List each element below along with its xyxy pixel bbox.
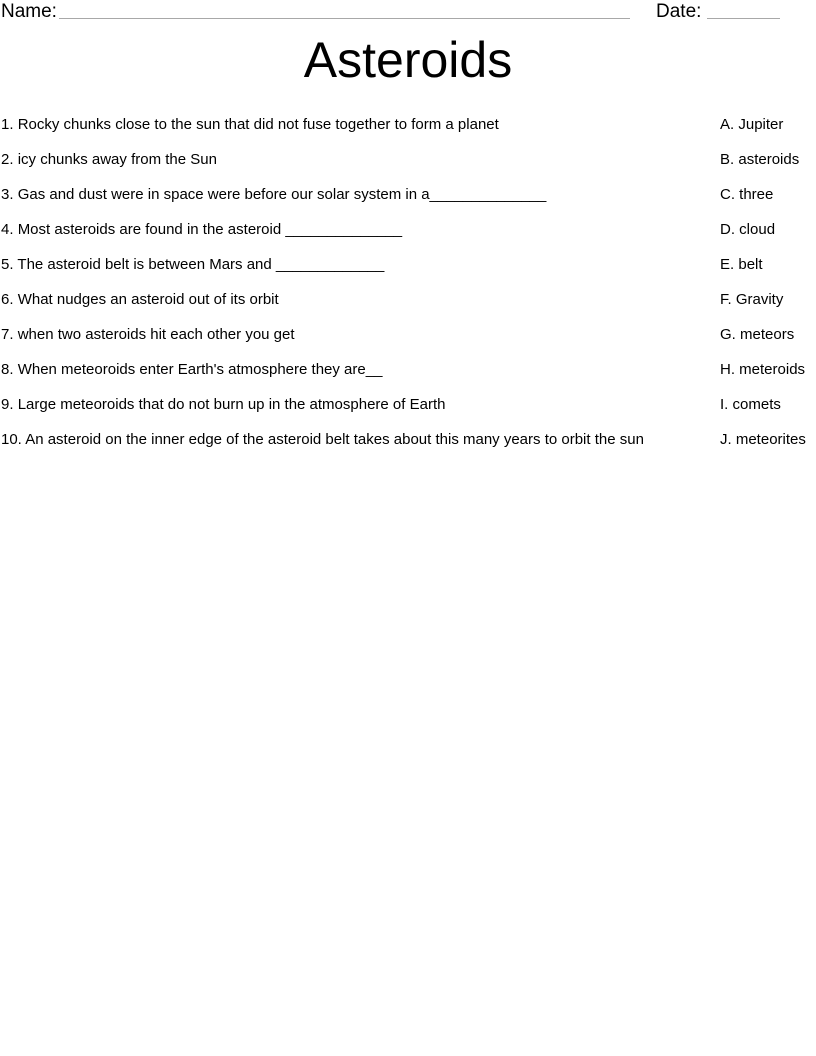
question-number: 6. (1, 291, 14, 308)
answer-option-g (720, 323, 816, 346)
question-text: Rocky chunks close to the sun that did not fuse together to form a planet (17, 116, 499, 133)
question-text: Most asteroids are found in the asteroid ______________ (17, 221, 403, 238)
answer-letter: D. (720, 221, 735, 238)
question-number: 1. (1, 116, 14, 133)
question-4 (1, 218, 720, 241)
answer-letter: C. (720, 186, 735, 203)
worksheet-row (1, 393, 816, 416)
worksheet-row (1, 288, 816, 311)
answer-letter: I. (720, 396, 729, 413)
answer-text: meteroids (739, 361, 806, 378)
answer-text: Jupiter (738, 116, 784, 133)
question-7 (1, 323, 720, 346)
question-text: When meteoroids enter Earth's atmosphere they are__ (17, 361, 383, 378)
question-3 (1, 183, 720, 206)
question-number: 10. (1, 431, 22, 448)
answer-letter: B. (720, 151, 735, 168)
question-number: 8. (1, 361, 14, 378)
worksheet-row (1, 148, 816, 171)
question-text: icy chunks away from the Sun (17, 151, 217, 168)
question-number: 3. (1, 186, 14, 203)
answer-option-a (720, 113, 816, 136)
answer-option-c (720, 183, 816, 206)
question-number: 2. (1, 151, 14, 168)
answer-text: cloud (739, 221, 776, 238)
question-text: Large meteoroids that do not burn up in the atmosphere of Earth (17, 396, 446, 413)
answer-letter: E. (720, 256, 735, 273)
page-title: Asteroids (303, 32, 513, 88)
worksheet-row (1, 218, 816, 241)
worksheet-row (1, 358, 816, 381)
question-9 (1, 393, 720, 416)
answer-option-i (720, 393, 816, 416)
answer-letter: H. (720, 361, 735, 378)
answer-letter: F. (720, 291, 732, 308)
question-1 (1, 113, 720, 136)
name-label: Name: (1, 1, 57, 22)
name-blank-line (59, 0, 630, 19)
answer-text: three (739, 186, 774, 203)
matching-list (0, 113, 816, 451)
date-blank-line (707, 0, 780, 19)
answer-text: Gravity (735, 291, 784, 308)
worksheet-row (1, 113, 816, 136)
worksheet-header (0, 0, 816, 26)
question-5 (1, 253, 720, 276)
answer-text: belt (738, 256, 763, 273)
question-text: What nudges an asteroid out of its orbit (17, 291, 279, 308)
answer-text: asteroids (738, 151, 800, 168)
question-number: 4. (1, 221, 14, 238)
question-text: An asteroid on the inner edge of the asteroid belt takes about this many years to orbit the sun (25, 431, 644, 448)
answer-option-j (720, 428, 816, 451)
answer-option-h (720, 358, 816, 381)
answer-letter: G. (720, 326, 736, 343)
question-number: 7. (1, 326, 14, 343)
question-6 (1, 288, 720, 311)
worksheet-row (1, 253, 816, 276)
answer-text: meteors (740, 326, 795, 343)
question-text: when two asteroids hit each other you get (17, 326, 295, 343)
date-label: Date: (656, 1, 702, 22)
question-text: Gas and dust were in space were before our solar system in a______________ (17, 186, 547, 203)
answer-option-d (720, 218, 816, 241)
question-number: 5. (1, 256, 14, 273)
answer-letter: A. (720, 116, 735, 133)
answer-option-f (720, 288, 816, 311)
question-8 (1, 358, 720, 381)
question-10 (1, 428, 720, 451)
question-text: The asteroid belt is between Mars and _____________ (17, 256, 385, 273)
question-2 (1, 148, 720, 171)
answer-option-e (720, 253, 816, 276)
worksheet-row (1, 323, 816, 346)
answer-letter: J. (720, 431, 732, 448)
worksheet-row (1, 428, 816, 451)
answer-text: meteorites (735, 431, 806, 448)
question-number: 9. (1, 396, 14, 413)
answer-text: comets (732, 396, 781, 413)
answer-option-b (720, 148, 816, 171)
worksheet-row (1, 183, 816, 206)
